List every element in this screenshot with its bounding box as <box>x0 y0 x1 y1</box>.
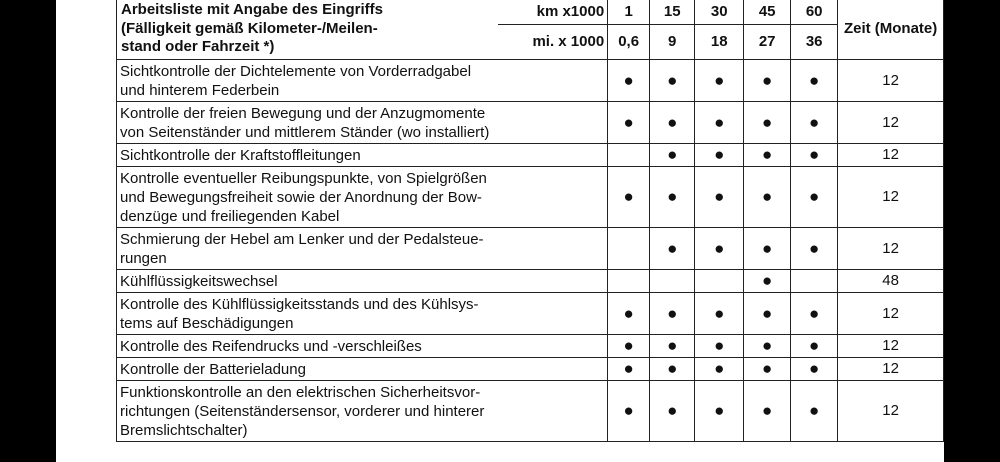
interval-mark: ● <box>791 357 838 380</box>
header-row-km <box>117 0 944 25</box>
table-row <box>117 166 944 227</box>
task-description-line: Schmierung der Hebel am Lenker und der Pedalsteue- <box>120 230 484 248</box>
interval-mark: ● <box>791 166 838 227</box>
interval-mark: ● <box>650 380 695 441</box>
interval-mark: ● <box>744 292 791 334</box>
task-description-line: Kontrolle eventueller Reibungspunkte, von Spielgrößen <box>120 169 487 187</box>
task-description <box>117 227 608 269</box>
interval-empty <box>608 227 650 269</box>
time-months: 12 <box>838 143 944 166</box>
interval-mark: ● <box>695 357 744 380</box>
header-title-line3: stand oder Fahrzeit *) <box>121 38 275 55</box>
interval-mark: ● <box>608 357 650 380</box>
interval-mark: ● <box>608 380 650 441</box>
time-months: 12 <box>838 334 944 357</box>
task-description <box>117 292 608 334</box>
task-description-line: tems auf Beschädigungen <box>120 314 294 332</box>
km-value: 30 <box>695 0 744 25</box>
interval-mark: ● <box>608 292 650 334</box>
mi-value: 9 <box>650 25 695 59</box>
task-description <box>117 143 608 166</box>
task-description-line: von Seitenständer und mittlerem Ständer (wo installiert) <box>120 123 490 141</box>
task-description-line: und hinterem Federbein <box>120 81 280 99</box>
table-body <box>117 59 944 441</box>
task-description <box>117 59 608 101</box>
interval-mark: ● <box>608 166 650 227</box>
km-unit-label: km x1000 <box>498 0 608 25</box>
task-description-line: Kontrolle der freien Bewegung und der Anzugmomente <box>120 104 486 122</box>
mi-value: 36 <box>791 25 838 59</box>
time-months: 12 <box>838 380 944 441</box>
interval-mark: ● <box>608 334 650 357</box>
task-description <box>117 101 608 143</box>
interval-mark: ● <box>744 334 791 357</box>
table-row <box>117 59 944 101</box>
table-row <box>117 227 944 269</box>
interval-mark: ● <box>744 59 791 101</box>
table-row <box>117 380 944 441</box>
time-months: 48 <box>838 269 944 292</box>
interval-mark: ● <box>744 101 791 143</box>
time-months: 12 <box>838 166 944 227</box>
interval-mark: ● <box>650 292 695 334</box>
interval-empty <box>695 269 744 292</box>
interval-mark: ● <box>791 380 838 441</box>
task-description-line: Kontrolle des Kühlflüssigkeitsstands und des Kühlsys- <box>120 295 479 313</box>
task-description-line: Kontrolle des Reifendrucks und -verschleißes <box>120 337 422 355</box>
task-description-line: Sichtkontrolle der Kraftstoffleitungen <box>120 146 361 164</box>
km-value: 60 <box>791 0 838 25</box>
mi-value: 0,6 <box>608 25 650 59</box>
time-header: Zeit (Monate) <box>838 0 944 59</box>
task-description <box>117 357 608 380</box>
interval-mark: ● <box>650 166 695 227</box>
task-description-line: Sichtkontrolle der Dichtelemente von Vorderradgabel <box>120 62 472 80</box>
interval-mark: ● <box>608 59 650 101</box>
interval-mark: ● <box>695 334 744 357</box>
time-months: 12 <box>838 357 944 380</box>
interval-empty <box>608 143 650 166</box>
interval-mark: ● <box>744 380 791 441</box>
interval-mark: ● <box>744 227 791 269</box>
interval-mark: ● <box>791 292 838 334</box>
interval-mark: ● <box>650 357 695 380</box>
table-row <box>117 269 944 292</box>
time-months: 12 <box>838 101 944 143</box>
interval-mark: ● <box>695 227 744 269</box>
document-page <box>56 0 944 462</box>
interval-mark: ● <box>695 166 744 227</box>
table-row <box>117 357 944 380</box>
km-value: 15 <box>650 0 695 25</box>
header-title-line2: (Fälligkeit gemäß Kilometer-/Meilen- <box>121 19 378 37</box>
time-months: 12 <box>838 227 944 269</box>
interval-mark: ● <box>695 292 744 334</box>
table-row <box>117 292 944 334</box>
task-description-line: rungen <box>120 249 167 267</box>
interval-mark: ● <box>744 269 791 292</box>
interval-mark: ● <box>744 166 791 227</box>
task-description-line: und Bewegungsfreiheit sowie der Anordnung der Bow- <box>120 188 482 206</box>
maintenance-table <box>116 0 944 442</box>
time-months: 12 <box>838 292 944 334</box>
interval-mark: ● <box>791 59 838 101</box>
task-description-line: richtungen (Seitenständersensor, vorderer und hinterer <box>120 402 485 420</box>
interval-mark: ● <box>791 101 838 143</box>
task-description-line: Kontrolle der Batterieladung <box>120 360 306 378</box>
km-value: 1 <box>608 0 650 25</box>
task-description-line: Funktionskontrolle an den elektrischen Sicherheitsvor- <box>120 383 481 401</box>
table-row <box>117 143 944 166</box>
table-row <box>117 101 944 143</box>
mi-unit-label: mi. x 1000 <box>498 25 608 59</box>
header-title <box>117 0 498 59</box>
km-value: 45 <box>744 0 791 25</box>
interval-mark: ● <box>650 59 695 101</box>
interval-mark: ● <box>791 143 838 166</box>
interval-mark: ● <box>650 101 695 143</box>
interval-mark: ● <box>791 227 838 269</box>
task-description-line: denzüge und freiliegenden Kabel <box>120 207 340 225</box>
task-description <box>117 334 608 357</box>
interval-mark: ● <box>791 334 838 357</box>
interval-mark: ● <box>650 227 695 269</box>
interval-empty <box>791 269 838 292</box>
task-description <box>117 380 608 441</box>
interval-mark: ● <box>744 143 791 166</box>
interval-empty <box>608 269 650 292</box>
interval-mark: ● <box>650 143 695 166</box>
interval-mark: ● <box>608 101 650 143</box>
interval-mark: ● <box>695 59 744 101</box>
interval-empty <box>650 269 695 292</box>
interval-mark: ● <box>744 357 791 380</box>
mi-value: 27 <box>744 25 791 59</box>
task-description <box>117 269 608 292</box>
header-title-line1: Arbeitsliste mit Angabe des Eingriffs <box>121 1 383 18</box>
interval-mark: ● <box>650 334 695 357</box>
task-description-line: Bremslichtschalter) <box>120 421 248 439</box>
mi-value: 18 <box>695 25 744 59</box>
task-description <box>117 166 608 227</box>
interval-mark: ● <box>695 380 744 441</box>
interval-mark: ● <box>695 101 744 143</box>
task-description-line: Kühlflüssigkeitswechsel <box>120 272 278 290</box>
interval-mark: ● <box>695 143 744 166</box>
table-row <box>117 334 944 357</box>
time-months: 12 <box>838 59 944 101</box>
